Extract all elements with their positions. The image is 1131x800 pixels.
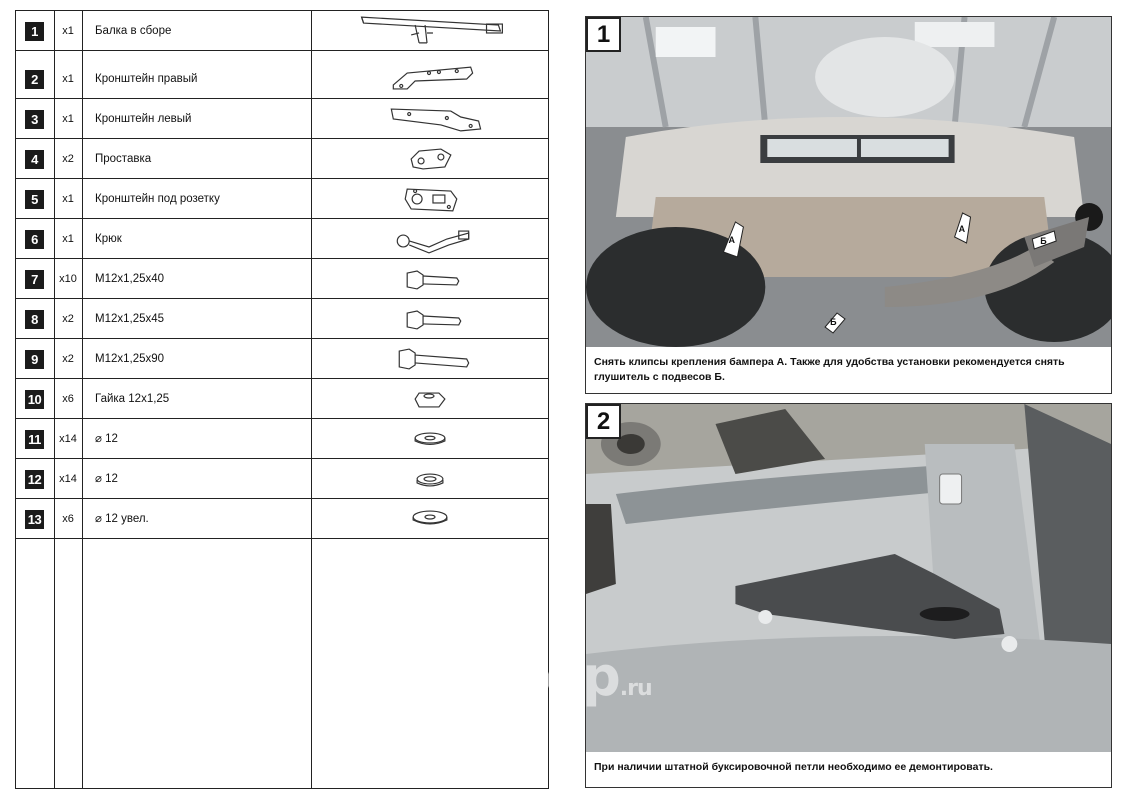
part-number: 11	[25, 430, 44, 449]
part-name: ⌀ 12 увел.	[95, 513, 149, 525]
part-quantity: x1	[62, 193, 74, 205]
table-row	[16, 339, 548, 379]
part-number: 10	[25, 390, 44, 409]
step-caption: При наличии штатной буксировочной петли необходимо ее демонтировать.	[594, 761, 993, 773]
part-quantity: x1	[62, 73, 74, 85]
part-name: Кронштейн под розетку	[95, 193, 220, 205]
part-name: M12x1,25x90	[95, 353, 165, 365]
part-quantity: x1	[62, 113, 74, 125]
part-quantity: x2	[62, 313, 74, 325]
label-a-left: А	[728, 234, 735, 246]
parts-table	[15, 10, 549, 789]
part-number: 4	[25, 150, 44, 169]
spring-washer-icon	[312, 459, 548, 499]
part-number: 5	[25, 190, 44, 209]
nut-icon	[312, 379, 548, 419]
table-row	[16, 99, 548, 139]
part-number: 6	[25, 230, 44, 249]
part-quantity: x14	[59, 433, 77, 445]
part-number: 3	[25, 110, 44, 129]
step-2-panel	[585, 403, 1112, 788]
part-name: Балка в сборе	[95, 25, 172, 37]
table-row	[16, 179, 548, 219]
label-b-right: Б	[1040, 235, 1047, 247]
part-quantity: x14	[59, 473, 77, 485]
step-number: 1	[586, 17, 621, 52]
part-quantity: x6	[62, 513, 74, 525]
part-name: Крюк	[95, 233, 122, 245]
part-number: 8	[25, 310, 44, 329]
part-name: M12x1,25x40	[95, 273, 165, 285]
part-number: 9	[25, 350, 44, 369]
part-number: 7	[25, 270, 44, 289]
part-name: ⌀ 12	[95, 473, 118, 485]
tow-bar-beam-icon	[312, 11, 548, 51]
part-name: M12x1,25x45	[95, 313, 165, 325]
part-quantity: x1	[62, 233, 74, 245]
bolt-icon	[312, 259, 548, 299]
part-quantity: x1	[62, 25, 74, 37]
table-row	[16, 459, 548, 499]
part-number: 13	[25, 510, 44, 529]
part-name: Кронштейн правый	[95, 73, 198, 85]
watermark-logo: abcp.ru	[478, 645, 652, 708]
table-row	[16, 11, 548, 51]
part-name: Кронштейн левый	[95, 113, 192, 125]
table-row	[16, 139, 548, 179]
part-name: Проставка	[95, 153, 152, 165]
table-row	[16, 59, 548, 99]
bolt-icon	[312, 299, 548, 339]
step-2-photo	[586, 404, 1111, 752]
part-name: ⌀ 12	[95, 433, 118, 445]
step-caption: Снять клипсы крепления бампера А. Также для удобства установки рекомендуется снять глушитель с подвесов Б.	[594, 356, 1065, 383]
label-a-right: А	[958, 223, 966, 235]
part-number: 1	[25, 22, 44, 41]
part-quantity: x2	[62, 153, 74, 165]
table-row	[16, 259, 548, 299]
step-1-photo	[586, 17, 1111, 347]
long-bolt-icon	[312, 339, 548, 379]
table-row	[16, 219, 548, 259]
table-row	[16, 299, 548, 339]
part-number: 12	[25, 470, 44, 489]
table-row	[16, 499, 548, 539]
step-number: 2	[586, 404, 621, 439]
hook-icon	[312, 219, 548, 259]
part-quantity: x10	[59, 273, 77, 285]
socket-bracket-icon	[312, 179, 548, 219]
left-bracket-icon	[312, 99, 548, 139]
flat-washer-icon	[312, 419, 548, 459]
table-row	[16, 379, 548, 419]
table-row	[16, 419, 548, 459]
large-washer-icon	[312, 499, 548, 539]
right-bracket-icon	[312, 59, 548, 99]
part-number: 2	[25, 70, 44, 89]
step-1-panel	[585, 16, 1112, 394]
part-quantity: x2	[62, 353, 74, 365]
part-name: Гайка 12x1,25	[95, 393, 170, 405]
label-b-center: Б	[830, 316, 837, 328]
spacer-icon	[312, 139, 548, 179]
part-quantity: x6	[62, 393, 74, 405]
